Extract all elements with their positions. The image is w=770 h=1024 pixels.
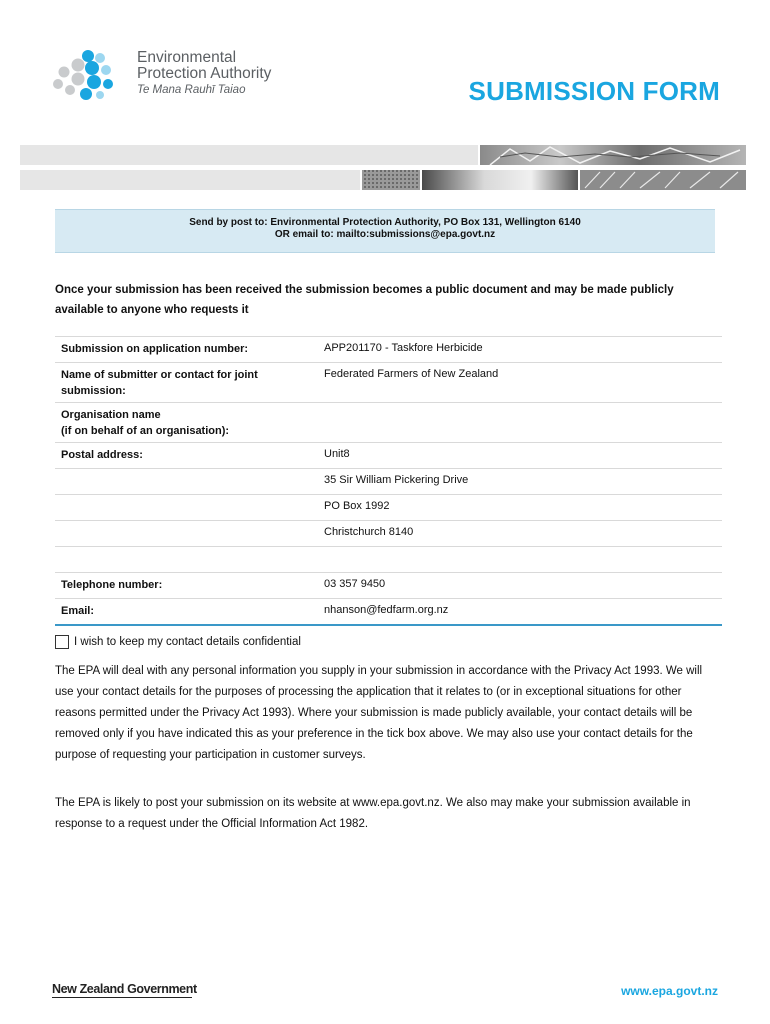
submitter-name-field[interactable]: Federated Farmers of New Zealand [318,363,722,403]
organisation-name-field[interactable] [318,403,722,443]
table-row [55,337,722,363]
table-row [55,469,722,495]
application-number-label: Submission on application number: [55,337,318,363]
photo-banner-bottom [20,170,746,190]
nz-government-logo: New Zealand Government [52,982,197,996]
table-row [55,599,722,625]
postal-address-line-3-field[interactable]: PO Box 1992 [318,495,722,521]
postal-instructions-box [55,209,715,253]
org-name-line-1: Environmental [137,49,237,66]
postal-address-line-5-field[interactable] [318,547,722,573]
table-row [55,495,722,521]
epa-logo-icon [50,48,130,102]
org-name [137,50,271,98]
form-title: SUBMISSION FORM [468,76,720,106]
postal-address-line-4-field[interactable]: Christchurch 8140 [318,521,722,547]
postal-instructions-line-1: Send by post to: Environmental Protection Authority, PO Box 131, Wellington 6140 [189,217,581,228]
email-field[interactable]: nhanson@fedfarm.org.nz [318,599,722,625]
table-row [55,403,722,443]
application-number-field[interactable]: APP201170 - Taskfore Herbicide [318,337,722,363]
public-document-notice: Once your submission has been received the submission becomes a public document and may be made publicly available to anyone who requests it [55,284,674,316]
confidential-option[interactable] [55,635,301,649]
email-label: Email: [55,599,318,625]
checkbox-icon[interactable] [55,635,69,649]
postal-address-line-2-field[interactable]: 35 Sir William Pickering Drive [318,469,722,495]
org-name-line-2: Protection Authority [137,65,272,82]
telephone-label: Telephone number: [55,573,318,599]
submitter-details-table [55,336,722,626]
postal-address-label: Postal address: [55,443,318,469]
organisation-name-label [55,403,318,443]
table-row [55,521,722,547]
confidential-label: I wish to keep my contact details confidential [74,636,301,648]
table-row [55,443,722,469]
organisation-name-label-line-2: (if on behalf of an organisation): [61,425,230,437]
footer-website-link[interactable]: www.epa.govt.nz [621,984,718,998]
table-row [55,573,722,599]
postal-instructions-line-2: OR email to: mailto:submissions@epa.govt.nz [274,229,496,240]
photo-banner-top [20,145,746,165]
org-name-maori: Te Mana Rauhī Taiao [137,84,246,96]
telephone-field[interactable]: 03 357 9450 [318,573,722,599]
nz-government-underline [52,997,192,998]
website-publication-paragraph: The EPA is likely to post your submission on its website at www.epa.govt.nz. We also may make your submission available in response to a request under the Official Information Act 1982. [55,797,691,830]
privacy-paragraph: The EPA will deal with any personal information you supply in your submission in accordance with the Privacy Act 1993. We will use your contact details for the purposes of processing the application that it relates to (or in exceptional situations for other reasons permitted under the Privacy Act 1993). Where your submission is made publicly available, your contact details will be removed only if you have indicated this as your preference in the tick box above. We may also use your contact details for the purpose of requesting your participation in customer surveys. [55,665,703,761]
table-row [55,547,722,573]
postal-address-line-1-field[interactable]: Unit8 [318,443,722,469]
submitter-name-label: Name of submitter or contact for joint submission: [55,363,318,403]
organisation-name-label-line-1: Organisation name [61,409,161,421]
table-row [55,363,722,403]
